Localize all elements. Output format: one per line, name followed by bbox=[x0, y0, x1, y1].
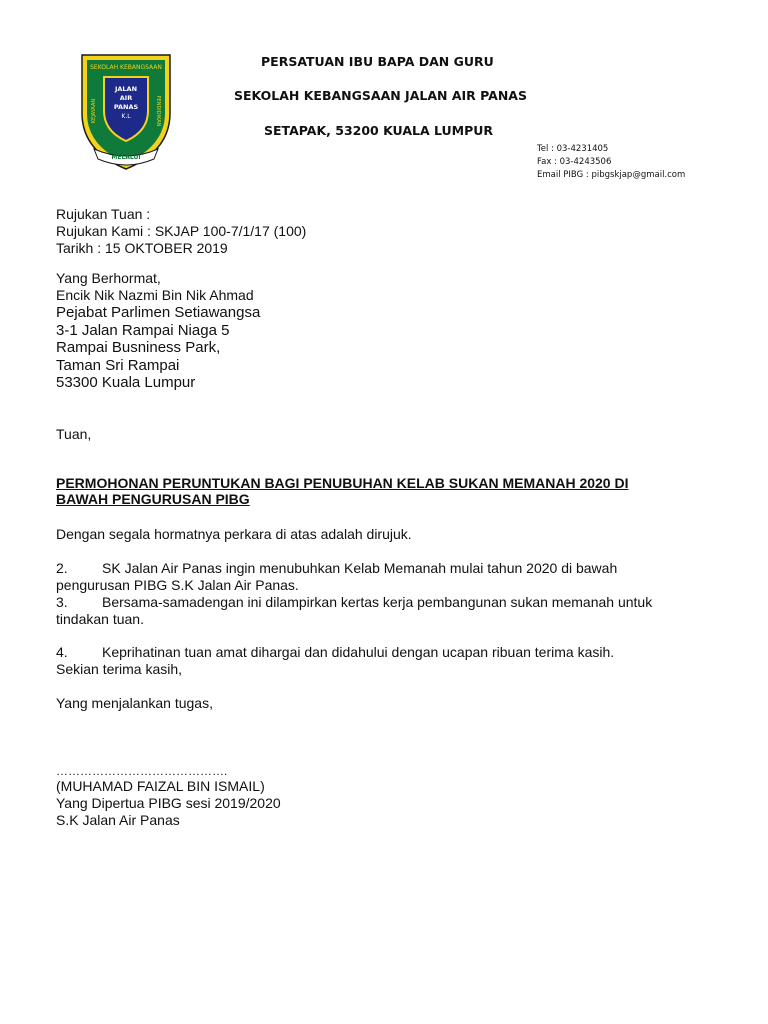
rujukan-tuan: Rujukan Tuan : bbox=[56, 206, 151, 222]
reference-block bbox=[56, 206, 306, 257]
recipient-name: Encik Nik Nazmi Bin Nik Ahmad bbox=[56, 287, 254, 303]
crest-inner-text-3: PANAS bbox=[113, 103, 139, 111]
contact-block bbox=[537, 143, 685, 182]
address-line-5: 53300 Kuala Lumpur bbox=[56, 374, 196, 392]
contact-fax: Fax : 03-4243506 bbox=[537, 157, 612, 167]
subject-line-1: PERMOHONAN PERUNTUKAN BAGI PENUBUHAN KELAB SUKAN MEMANAH 2020 DI bbox=[56, 475, 629, 491]
contact-tel: Tel : 03-4231405 bbox=[537, 144, 609, 154]
subject-heading bbox=[56, 475, 628, 507]
recipient-address bbox=[56, 304, 260, 392]
school-crest-icon bbox=[78, 51, 174, 173]
crest-motto-text: MELALUI bbox=[111, 154, 141, 161]
crest-right-text: PENDIDIKAN bbox=[155, 95, 161, 127]
paragraph-3-line-1: Bersama-samadengan ini dilampirkan kertas kerja pembangunan sukan memanah untuk bbox=[102, 594, 653, 610]
recipient-salutation: Yang Berhormat, bbox=[56, 270, 161, 286]
crest-inner-text-1: JALAN bbox=[114, 85, 138, 93]
paragraph-2-line-2: pengurusan PIBG S.K Jalan Air Panas. bbox=[56, 577, 299, 593]
signatory-title: Yang Dipertua PIBG sesi 2019/2020 bbox=[56, 795, 281, 811]
paragraph-2 bbox=[56, 560, 617, 594]
signatory-org: S.K Jalan Air Panas bbox=[56, 812, 180, 828]
address-line-3: Rampai Busniness Park, bbox=[56, 339, 221, 357]
letterhead-line-1: PERSATUAN IBU BAPA DAN GURU bbox=[261, 54, 494, 69]
signature-dots: ……………………………………. bbox=[56, 764, 228, 778]
paragraph-4-line-1: Keprihatinan tuan amat dihargai dan didahului dengan ucapan ribuan terima kasih. bbox=[102, 644, 615, 660]
paragraph-3-line-2: tindakan tuan. bbox=[56, 611, 144, 627]
paragraph-3-number: 3. bbox=[56, 594, 68, 610]
paragraph-2-number: 2. bbox=[56, 560, 68, 576]
rujukan-kami: Rujukan Kami : SKJAP 100-7/1/17 (100) bbox=[56, 223, 307, 239]
signature-intro: Yang menjalankan tugas, bbox=[56, 695, 213, 711]
paragraph-3 bbox=[56, 594, 652, 628]
address-line-2: 3-1 Jalan Rampai Niaga 5 bbox=[56, 321, 230, 339]
signature-block bbox=[56, 778, 281, 829]
subject-line-2: BAWAH PENGURUSAN PIBG bbox=[56, 491, 250, 507]
greeting: Tuan, bbox=[56, 426, 92, 442]
signatory-name: (MUHAMAD FAIZAL BIN ISMAIL) bbox=[56, 778, 265, 794]
letterhead-line-2: SEKOLAH KEBANGSAAN JALAN AIR PANAS bbox=[234, 88, 527, 103]
crest-left-text: KEJAYAAN bbox=[91, 98, 97, 124]
address-line-1: Pejabat Parlimen Setiawangsa bbox=[56, 304, 261, 321]
crest-ring-text: SEKOLAH KEBANGSAAN bbox=[90, 64, 162, 71]
letterhead-line-3: SETAPAK, 53200 KUALA LUMPUR bbox=[264, 123, 494, 138]
paragraph-4 bbox=[56, 644, 614, 678]
tarikh: Tarikh : 15 OKTOBER 2019 bbox=[56, 240, 228, 256]
closing-line: Sekian terima kasih, bbox=[56, 661, 183, 677]
paragraph-2-line-1: SK Jalan Air Panas ingin menubuhkan Kelab Memanah mulai tahun 2020 di bawah bbox=[102, 560, 618, 576]
crest-inner-text-2: AIR bbox=[119, 94, 133, 102]
paragraph-4-number: 4. bbox=[56, 644, 68, 660]
address-line-4: Taman Sri Rampai bbox=[56, 356, 180, 374]
crest-inner-text-4: K.L bbox=[121, 113, 131, 120]
intro-paragraph: Dengan segala hormatnya perkara di atas adalah dirujuk. bbox=[56, 526, 412, 542]
contact-email: Email PIBG : pibgskjap@gmail.com bbox=[537, 170, 686, 180]
